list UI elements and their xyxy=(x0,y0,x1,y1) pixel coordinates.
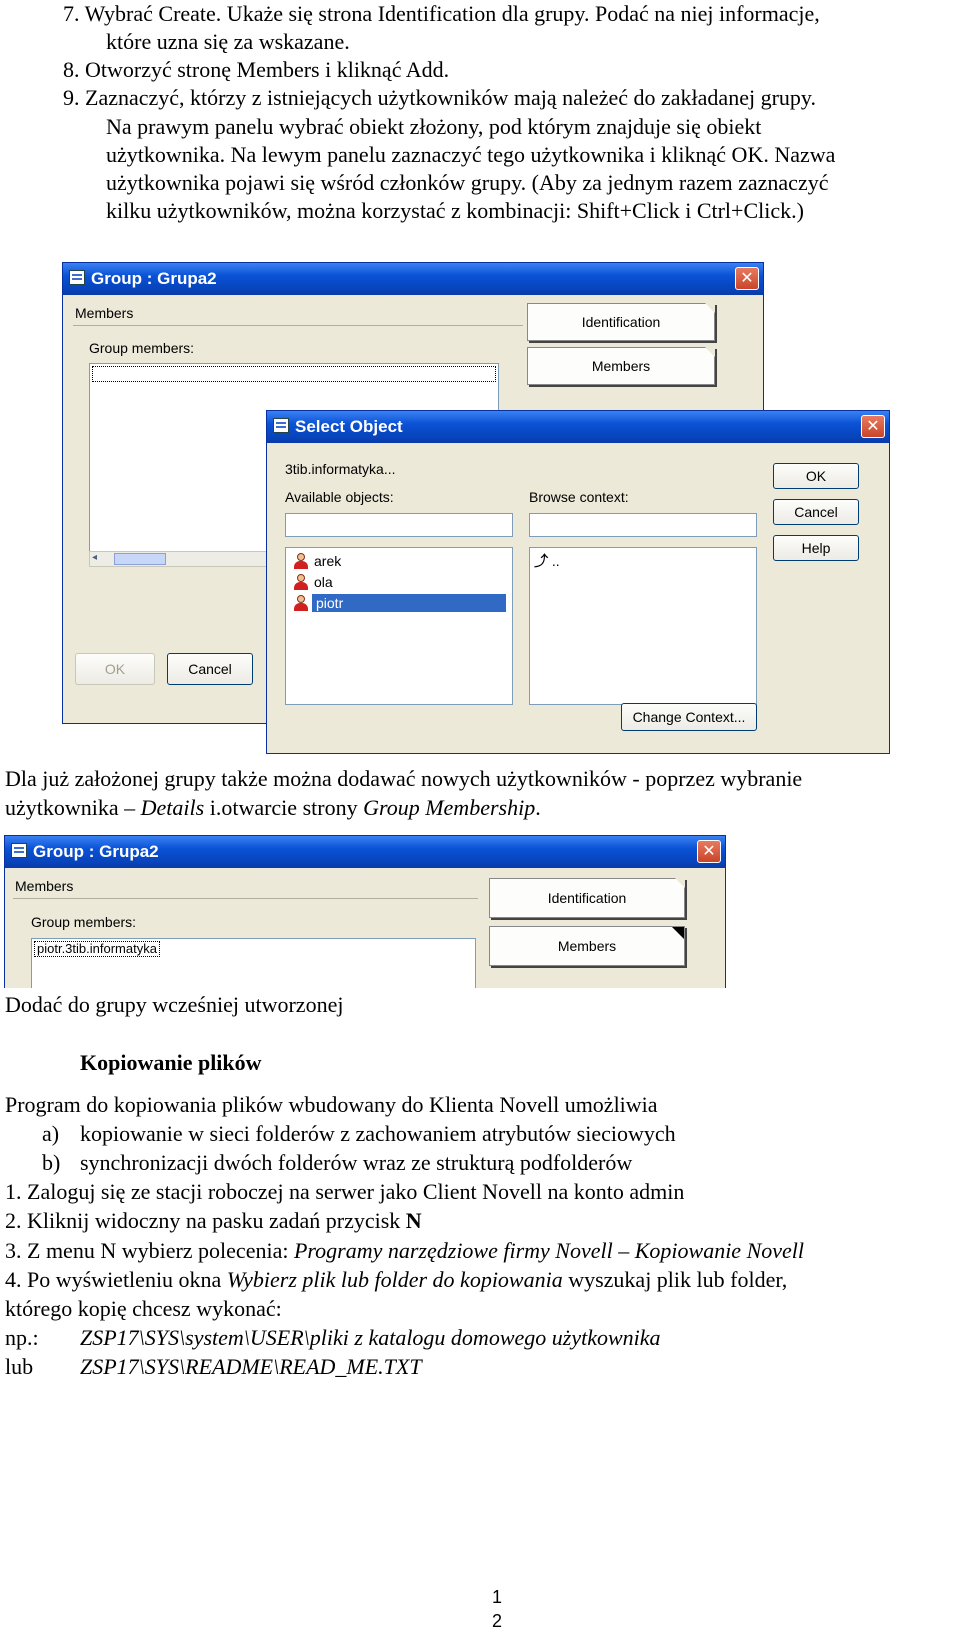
available-objects-label: Available objects: xyxy=(285,489,394,505)
list-item-a: kopiowanie w sieci folderów z zachowaniem atrybutów sieciowych xyxy=(80,1121,676,1146)
ok-button[interactable]: OK xyxy=(75,653,155,685)
add-to-group-line: Dodać do grupy wcześniej utworzonej xyxy=(5,992,344,1017)
step-4-text-c: wyszukaj plik lub folder, xyxy=(562,1267,788,1292)
example-2-path: ZSP17\SYS\README\READ_ME.TXT xyxy=(80,1354,422,1379)
fold-corner xyxy=(705,347,715,357)
copy-intro: Program do kopiowania plików wbudowany do Klienta Novell umożliwia xyxy=(5,1092,658,1117)
intro-line-7: użytkownika pojawi się wśród członków grupy. (Aby za jednym razem zaznaczyć xyxy=(106,170,829,195)
step-4-line-2: którego kopię chcesz wykonać: xyxy=(5,1296,282,1321)
active-corner-marker xyxy=(672,927,684,939)
selected-user-name: piotr xyxy=(312,594,506,612)
select-object-titlebar xyxy=(267,411,889,443)
tab-members[interactable] xyxy=(527,347,715,385)
browse-context-filter[interactable] xyxy=(529,513,757,537)
divider xyxy=(13,898,478,899)
example-1-path: ZSP17\SYS\system\USER\pliki z katalogu domowego użytkownika xyxy=(80,1325,661,1350)
user-name: ola xyxy=(314,574,333,590)
divider xyxy=(73,325,523,326)
page-number: 1 xyxy=(492,1587,503,1607)
group-window-2 xyxy=(4,835,726,988)
change-context-button[interactable]: Change Context... xyxy=(621,703,757,731)
details-emph: Details xyxy=(140,795,205,820)
horizontal-scrollbar[interactable] xyxy=(89,551,291,567)
browse-context-label: Browse context: xyxy=(529,489,629,505)
scroll-left-icon[interactable]: ◂ xyxy=(92,552,98,563)
step-2-text: 2. Kliknij widoczny na pasku zadań przycisk xyxy=(5,1208,406,1233)
group-membership-emph: Group Membership xyxy=(363,795,536,820)
intro-line-6: użytkownika. Na lewym panelu zaznaczyć tego użytkownika i kliknąć OK. Nazwa xyxy=(106,142,836,167)
group-members-label: Group members: xyxy=(31,914,137,930)
list-marker-a: a) xyxy=(42,1121,60,1146)
close-icon[interactable]: ✕ xyxy=(735,267,759,290)
tab-identification[interactable] xyxy=(489,878,685,918)
ok-button[interactable]: OK xyxy=(773,463,859,489)
details-text-e: . xyxy=(535,795,541,820)
cancel-button[interactable]: Cancel xyxy=(167,653,253,685)
list-marker-b: b) xyxy=(42,1150,61,1175)
step-2-button-name: N xyxy=(405,1208,422,1233)
scroll-thumb[interactable] xyxy=(114,553,166,565)
available-objects-list[interactable] xyxy=(285,547,513,705)
list-item-b: synchronizacji dwóch folderów wraz ze strukturą podfolderów xyxy=(80,1150,633,1175)
group-members-label: Group members: xyxy=(89,340,195,356)
details-text-a: użytkownika – xyxy=(5,795,141,820)
step-1: 1. Zaloguj się ze stacji roboczej na serwer jako Client Novell na konto admin xyxy=(5,1179,685,1204)
section-title: Kopiowanie plików xyxy=(80,1050,262,1075)
window-icon xyxy=(273,418,289,433)
details-line-2 xyxy=(5,794,541,822)
user-icon xyxy=(294,574,308,590)
intro-line-5: Na prawym panelu wybrać obiekt złożony, pod którym znajduje się obiekt xyxy=(106,114,762,139)
select-object-dialog xyxy=(266,410,890,754)
page-number-2: 2 xyxy=(492,1611,503,1631)
step-4-text-a: 4. Po wyświetleniu okna xyxy=(5,1267,227,1292)
members-section-label: Members xyxy=(75,305,134,321)
intro-line-3: 8. Otworzyć stronę Members i kliknąć Add. xyxy=(63,57,450,82)
current-context: 3tib.informatyka... xyxy=(285,461,396,477)
group-window-2-titlebar xyxy=(5,836,725,868)
example-1-label: np.: xyxy=(5,1325,39,1350)
parent-folder-label: .. xyxy=(551,553,560,569)
list-item-user-ola[interactable] xyxy=(290,573,333,591)
group-window-1-title: Group : Grupa2 xyxy=(91,269,217,288)
user-name: arek xyxy=(314,553,342,569)
help-button[interactable]: Help xyxy=(773,535,859,561)
group-members-list[interactable] xyxy=(31,938,476,988)
tab-members[interactable] xyxy=(489,926,685,966)
focus-outline xyxy=(92,366,496,382)
intro-line-2: które uzna się za wskazane. xyxy=(106,29,350,54)
step-4 xyxy=(5,1266,787,1294)
step-3 xyxy=(5,1237,804,1265)
window-icon xyxy=(69,270,85,285)
available-objects-filter[interactable] xyxy=(285,513,513,537)
step-3-menu-path: Programy narzędziowe firmy Novell – Kopiowanie Novell xyxy=(293,1238,804,1263)
step-4-window-name: Wybierz plik lub folder do kopiowania xyxy=(226,1267,563,1292)
select-object-title: Select Object xyxy=(295,417,403,436)
window-icon xyxy=(11,843,27,858)
parent-folder-item[interactable] xyxy=(534,552,560,570)
group-window-1-titlebar xyxy=(63,263,763,295)
user-icon xyxy=(294,595,308,611)
fold-corner xyxy=(675,878,685,888)
intro-line-4: 9. Zaznaczyć, którzy z istniejących użytkowników mają należeć do zakładanej grupy. xyxy=(63,85,816,110)
step-2 xyxy=(5,1207,422,1235)
details-line-1: Dla już założonej grupy także można dodawać nowych użytkowników - poprzez wybranie xyxy=(5,766,803,791)
user-icon xyxy=(294,553,308,569)
tab-identification-label: Identification xyxy=(547,890,627,906)
tab-identification[interactable] xyxy=(527,303,715,341)
intro-line-1: 7. Wybrać Create. Ukaże się strona Identification dla grupy. Podać na niej informacje, xyxy=(63,1,820,26)
list-item-user-piotr[interactable] xyxy=(290,594,504,612)
members-section-label: Members xyxy=(15,878,74,894)
step-3-text: 3. Z menu N wybierz polecenia: xyxy=(5,1238,294,1263)
up-arrow-icon: ⤴ xyxy=(534,553,548,569)
example-2-label: lub xyxy=(5,1354,34,1379)
cancel-button[interactable]: Cancel xyxy=(773,499,859,525)
fold-corner xyxy=(705,303,715,313)
group-window-2-title: Group : Grupa2 xyxy=(33,842,159,861)
intro-line-8: kilku użytkowników, można korzystać z kombinacji: Shift+Click i Ctrl+Click.) xyxy=(106,198,804,223)
browse-context-list[interactable] xyxy=(529,547,757,705)
close-icon[interactable]: ✕ xyxy=(861,415,885,438)
tab-identification-label: Identification xyxy=(581,314,661,330)
member-item[interactable]: piotr.3tib.informatyka xyxy=(34,941,160,957)
tab-members-label: Members xyxy=(557,938,617,954)
details-text-c: i.otwarcie strony xyxy=(204,795,364,820)
tab-members-label: Members xyxy=(591,358,651,374)
list-item-user-arek[interactable] xyxy=(290,552,341,570)
close-icon[interactable]: ✕ xyxy=(697,840,721,863)
